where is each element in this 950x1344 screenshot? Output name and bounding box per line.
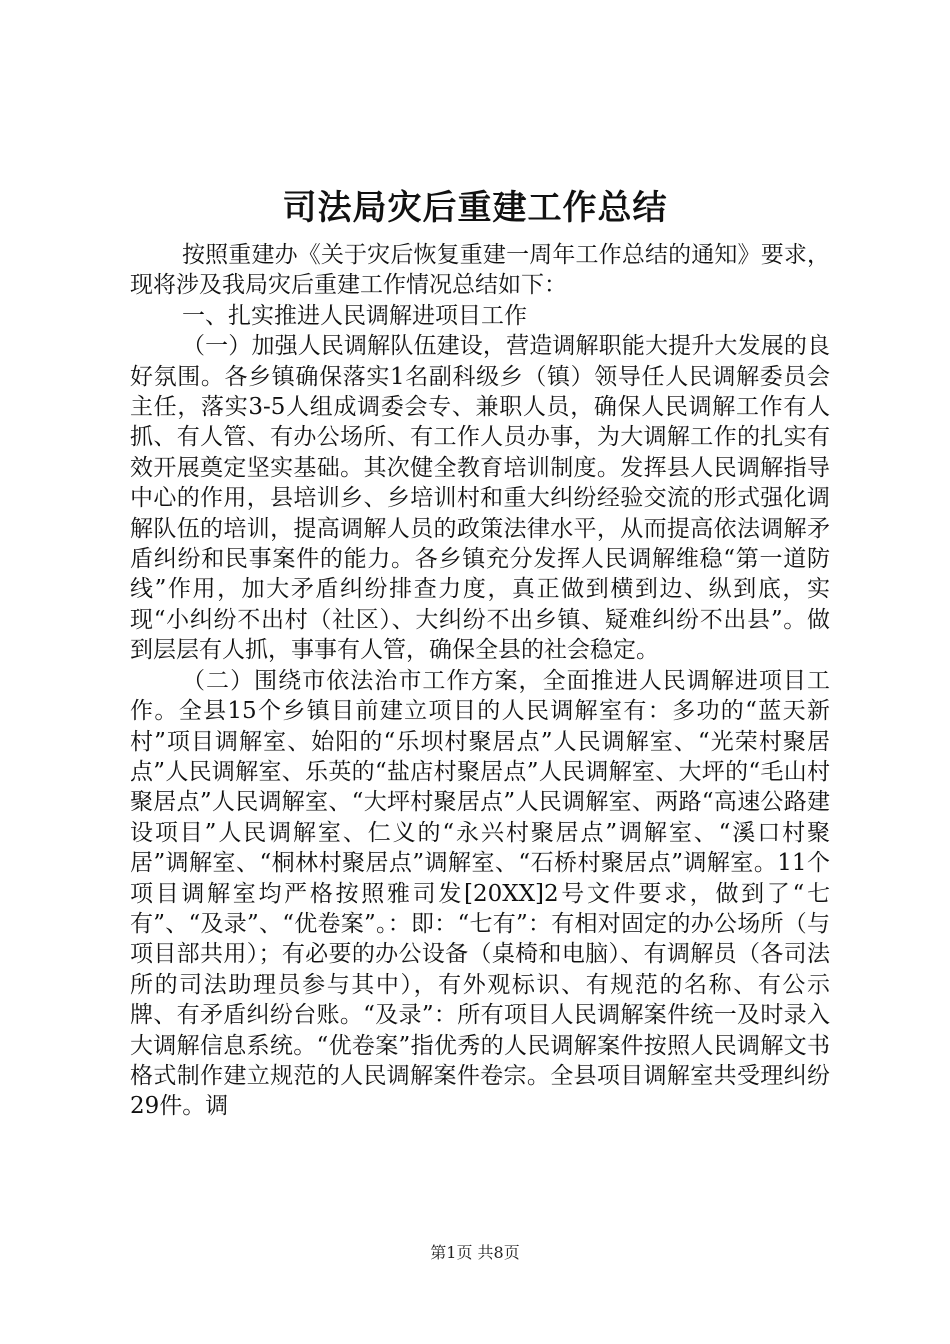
paragraph-sub-2: （二）围绕市依法治市工作方案，全面推进人民调解进项目工作。全县15个乡镇目前建立项目的人民调解室有：多功的“蓝天新村”项目调解室、始阳的“乐坝村聚居点”人民调解室、“光荣村聚居点”人民调解室、乐英的“盐店村聚居点”人民调解室、大坪的“毛山村聚居点”人民调解室、“大坪村聚居点”人民调解室、两路“高速公路建设项目”人民调解室、仁义的“永兴村聚居点”调解室、“溪口村聚居”调解室、“桐林村聚居点”调解室、“石桥村聚居点”调解室。11个项目调解室均严格按照雅司发[20XX]2号文件要求，做到了“七有”、“及录”、“优卷案”。：即：“七有”：有相对固定的办公场所（与项目部共用）；有必要的办公设备（桌椅和电脑）、有调解员（各司法所的司法助理员参与其中），有外观标识、有规范的名称、有公示牌、有矛盾纠纷台账。“及录”：所有项目人民调解案件统一及时录入大调解信息系统。“优卷案”指优秀的人民调解案件按照人民调解文书格式制作建立规范的人民调解案件卷宗。全县项目调解室共受理纠纷29件。调 [130,667,830,1120]
document-title: 司法局灾后重建工作总结 [282,188,668,228]
page-footer: 第1页 共8页 [430,1243,520,1262]
paragraph-sub-1: （一）加强人民调解队伍建设，营造调解职能大提升大发展的良好氛围。各乡镇确保落实1名副科级乡（镇）领导任人民调解委员会主任，落实3-5人组成调委会专、兼职人员，确保人民调解工作有人抓、有人管、有办公场所、有工作人员办事，为大调解工作的扎实有效开展奠定坚实基础。其次健全教育培训制度。发挥县人民调解指导中心的作用，县培训乡、乡培训村和重大纠纷经验交流的形式强化调解队伍的培训，提高调解人员的政策法律水平，从而提高依法调解矛盾纠纷和民事案件的能力。各乡镇充分发挥人民调解维稳“第一道防线”作用，加大矛盾纠纷排查力度，真正做到横到边、纵到底，实现“小纠纷不出村（社区）、大纠纷不出乡镇、疑难纠纷不出县”。做到层层有人抓，事事有人管，确保全县的社会稳定。 [130,333,830,664]
intro-paragraph: 按照重建办《关于灾后恢复重建一周年工作总结的通知》要求，现将涉及我局灾后重建工作情况总结如下： [130,242,830,299]
section-heading-1: 一、扎实推进人民调解进项目工作 [182,302,527,329]
document-body [130,240,830,1122]
